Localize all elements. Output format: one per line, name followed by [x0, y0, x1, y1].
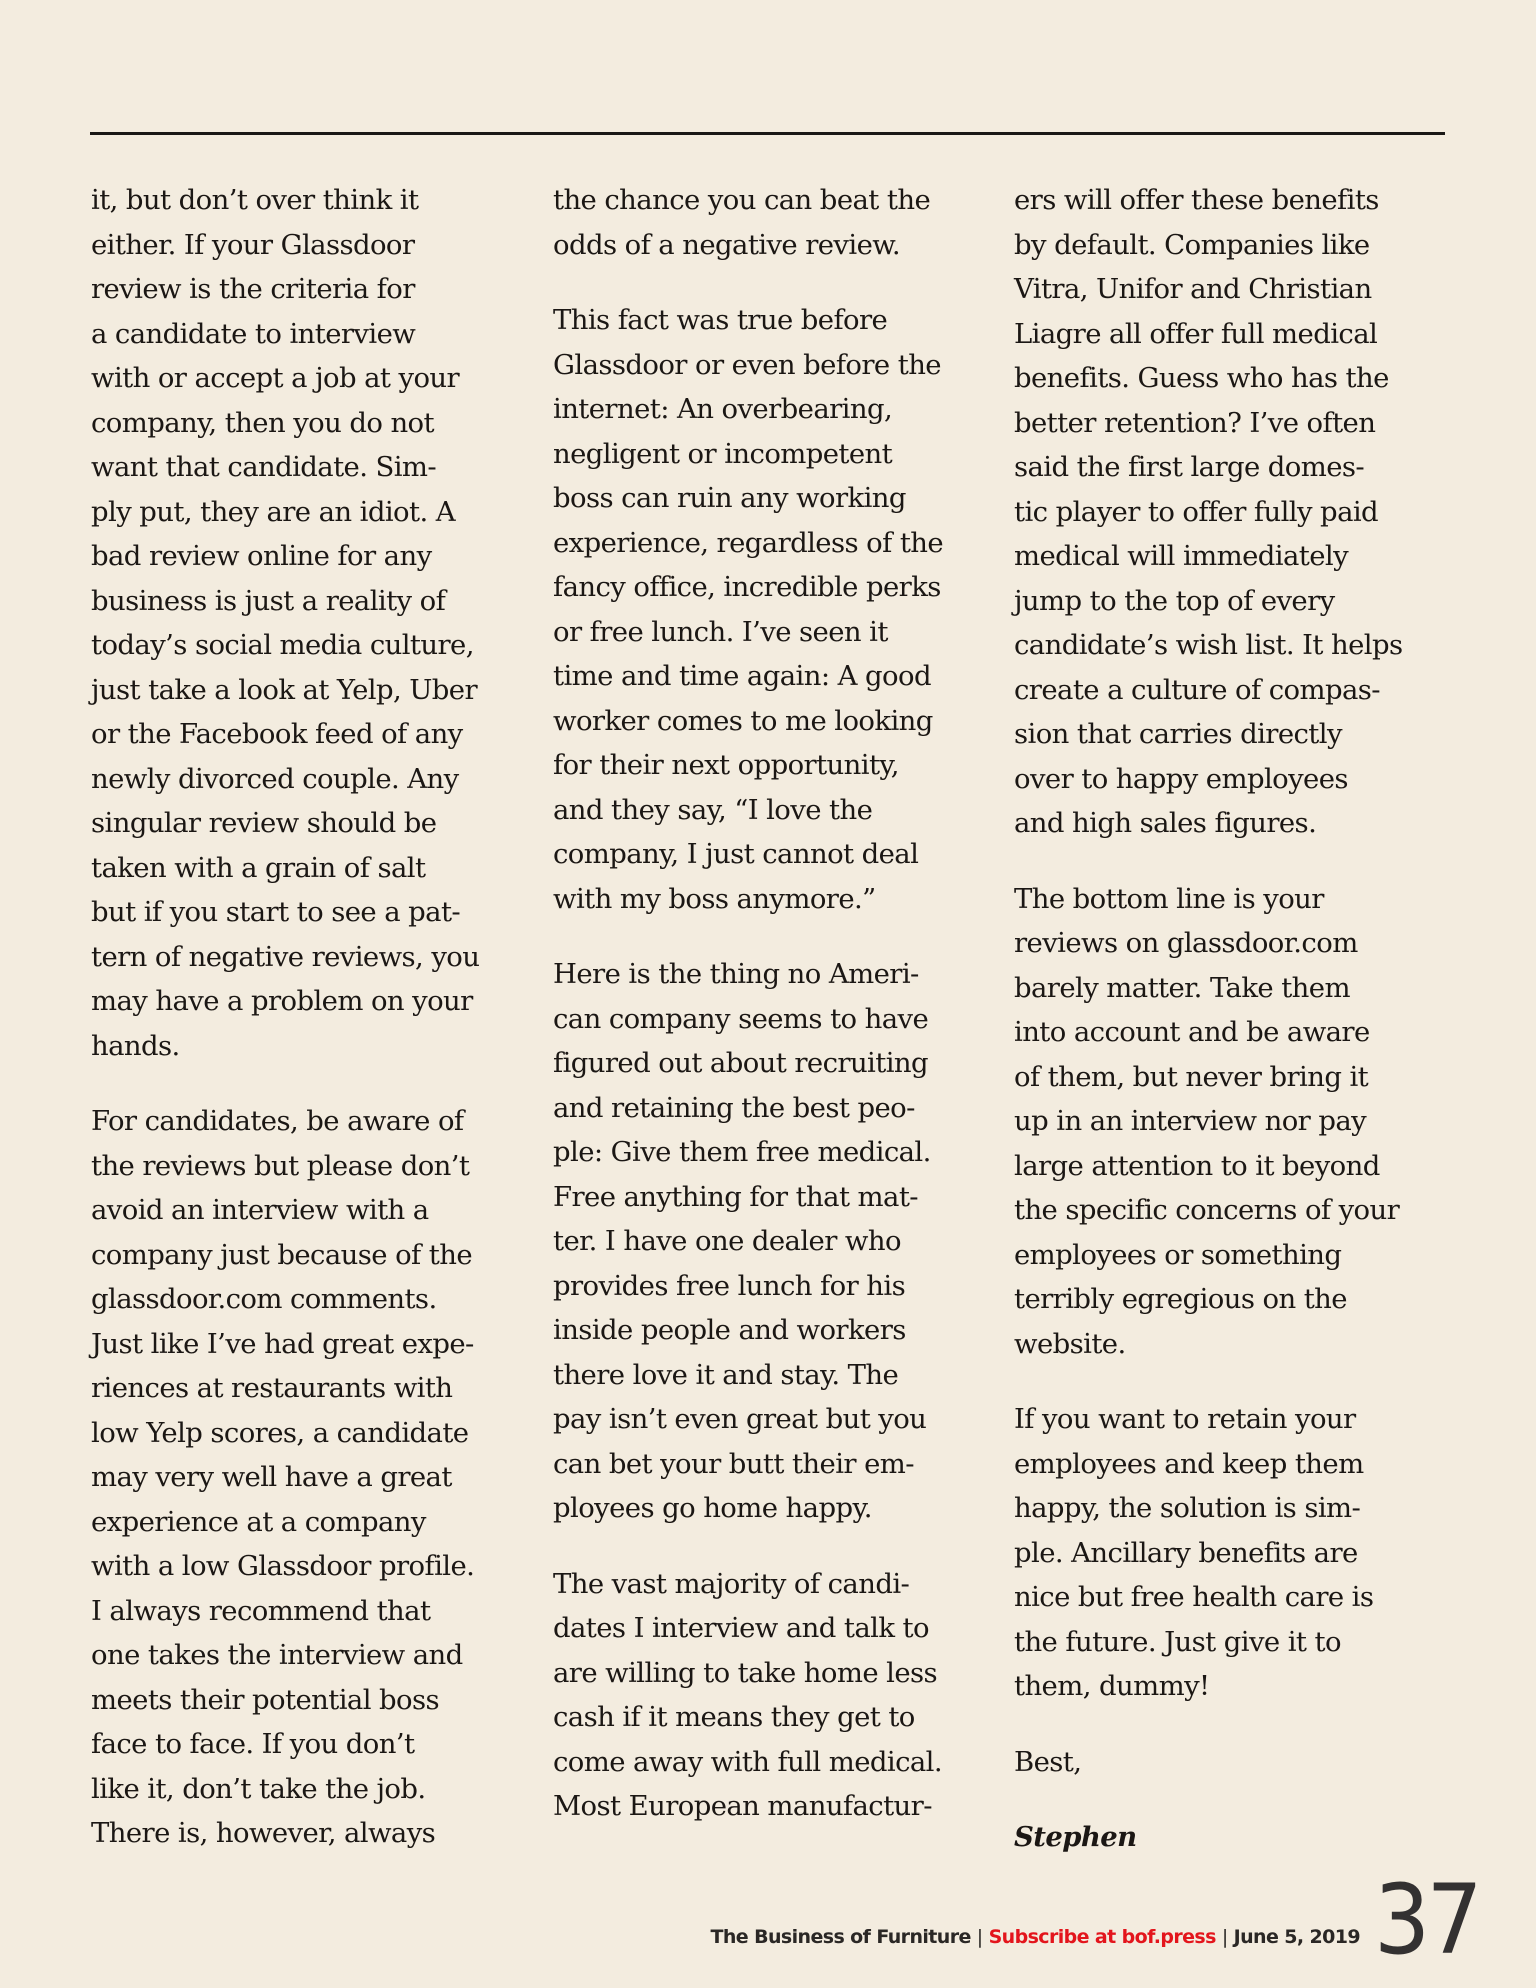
text-line: over to happy employees [1014, 762, 1348, 795]
subscribe-link[interactable]: Subscribe at bof.press [988, 1926, 1216, 1948]
text-line: better retention? I’ve often [1014, 406, 1376, 439]
footer-separator: | [976, 1926, 983, 1948]
text-line: employees and keep them [1014, 1447, 1364, 1480]
text-line: There is, however, always [91, 1817, 436, 1849]
text-line: provides free lunch for his [553, 1269, 906, 1302]
article-paragraph [1014, 877, 1454, 1367]
text-line: fancy office, incredible perks [553, 571, 941, 603]
text-line: terribly egregious on the [1014, 1283, 1347, 1315]
article-paragraph [91, 178, 531, 1068]
article-paragraph [553, 298, 993, 921]
text-line: ple: Give them free medical. [553, 1136, 931, 1168]
text-line: odds of a negative review. [553, 228, 901, 261]
text-line: dates I interview and talk to [553, 1612, 929, 1644]
text-line: The vast majority of candi- [553, 1567, 910, 1600]
text-line: company just because of the [91, 1238, 472, 1271]
text-line: with my boss anymore.” [553, 882, 876, 915]
text-line: time and time again: A good [553, 660, 931, 692]
text-line: face to face. If you don’t [91, 1728, 415, 1760]
article-paragraph [1014, 178, 1454, 846]
text-line: tic player to offer fully paid [1014, 495, 1379, 528]
text-line: like it, don’t take the job. [91, 1772, 426, 1805]
text-line: avoid an interview with a [91, 1194, 429, 1226]
article-paragraph [553, 1562, 993, 1829]
text-line: singular review should be [91, 807, 437, 839]
text-line: sion that carries directly [1014, 718, 1342, 750]
text-line: and high sales figures. [1014, 807, 1317, 839]
text-line: Most European manufactur- [553, 1790, 932, 1822]
text-line: barely matter. Take them [1014, 971, 1350, 1004]
text-line: large attention to it beyond [1014, 1149, 1380, 1182]
text-line: ple. Ancillary benefits are [1014, 1536, 1358, 1569]
text-line: by default. Companies like [1014, 228, 1370, 261]
text-line: glassdoor.com comments. [91, 1283, 437, 1315]
text-line: nice but free health care is [1014, 1581, 1374, 1613]
article-column-1 [91, 178, 531, 1887]
text-line: may have a problem on your [91, 985, 473, 1017]
text-line: ers will offer these benefits [1014, 184, 1379, 216]
text-line: today’s social media culture, [91, 629, 474, 661]
text-line: Here is the thing no Ameri- [553, 958, 919, 990]
text-line: website. [1014, 1327, 1126, 1360]
text-line: but if you start to see a pat- [91, 896, 461, 928]
text-line: the future. Just give it to [1014, 1625, 1341, 1658]
text-line: I always recommend that [91, 1594, 431, 1627]
text-line: low Yelp scores, a candidate [91, 1416, 469, 1449]
text-line: If you want to retain your [1014, 1403, 1356, 1435]
issue-date: June 5, 2019 [1233, 1926, 1360, 1948]
text-line: may very well have a great [91, 1461, 452, 1493]
text-line: taken with a grain of salt [91, 851, 426, 884]
footer-separator: | [1221, 1926, 1228, 1948]
text-line: can company seems to have [553, 1002, 929, 1035]
text-line: worker comes to me looking [553, 704, 933, 737]
text-line: newly divorced couple. Any [91, 762, 459, 795]
text-line: jump to the top of every [1014, 584, 1335, 617]
page-footer [711, 1926, 1360, 1948]
text-line: want that candidate. Sim- [91, 451, 437, 483]
article-column-2 [553, 178, 993, 1860]
text-line: For candidates, be aware of [91, 1105, 464, 1137]
text-line: employees or something [1014, 1238, 1342, 1271]
text-line: and they say, “I love the [553, 793, 873, 826]
text-line: there love it and stay. The [553, 1358, 899, 1391]
article-paragraph [1014, 1397, 1454, 1709]
text-line: of them, but never bring it [1014, 1060, 1369, 1093]
text-line: are willing to take home less [553, 1656, 938, 1689]
publication-name: The Business of Furniture [710, 1926, 971, 1948]
article-paragraph [553, 952, 993, 1531]
article-paragraph [91, 1099, 531, 1856]
article-paragraph [1014, 1740, 1454, 1785]
text-line: can bet your butt their em- [553, 1447, 914, 1480]
text-line: just take a look at Yelp, Uber [91, 673, 478, 706]
text-line: them, dummy! [1014, 1670, 1210, 1702]
text-line: medical will immediately [1014, 540, 1349, 572]
text-line: come away with full medical. [553, 1745, 942, 1778]
text-line: it, but don’t over think it [91, 184, 419, 216]
text-line: a candidate to interview [91, 317, 416, 350]
text-line: ter. I have one dealer who [553, 1225, 901, 1257]
text-line: business is just a reality of [91, 584, 446, 617]
text-line: review is the criteria for [91, 273, 415, 305]
text-line: or free lunch. I’ve seen it [553, 615, 888, 648]
text-line: Liagre all offer full medical [1014, 317, 1378, 350]
text-line: inside people and workers [553, 1314, 906, 1346]
article-column-3 [1014, 178, 1454, 1891]
text-line: bad review online for any [91, 540, 432, 572]
text-line: hands. [91, 1029, 180, 1062]
text-line: negligent or incompetent [553, 437, 893, 470]
text-line: experience, regardless of the [553, 526, 944, 559]
text-line: riences at restaurants with [91, 1372, 453, 1404]
text-line: and retaining the best peo- [553, 1091, 915, 1124]
author-signature [1014, 1815, 1454, 1860]
text-line: or the Facebook feed of any [91, 718, 463, 750]
text-line: company, I just cannot deal [553, 838, 919, 870]
text-line: candidate’s wish list. It helps [1014, 629, 1403, 661]
text-line: Just like I’ve had great expe- [91, 1327, 474, 1360]
text-line: This fact was true before [553, 304, 888, 336]
text-line: one takes the interview and [91, 1639, 463, 1671]
text-line: cash if it means they get to [553, 1701, 915, 1733]
text-line: with a low Glassdoor profile. [91, 1550, 475, 1582]
text-line: ply put, they are an idiot. A [91, 495, 455, 528]
text-line: reviews on glassdoor.com [1014, 927, 1358, 959]
text-line: The bottom line is your [1014, 882, 1324, 915]
text-line: pay isn’t even great but you [553, 1403, 927, 1435]
text-line: ployees go home happy. [553, 1492, 872, 1524]
text-line: either. If your Glassdoor [91, 228, 415, 261]
text-line: company, then you do not [91, 406, 434, 439]
header-rule [90, 132, 1445, 135]
article-paragraph [553, 178, 993, 267]
page-number: 37 [1374, 1864, 1480, 1976]
text-line: figured out about recruiting [553, 1047, 929, 1079]
text-line: benefits. Guess who has the [1014, 362, 1389, 394]
text-line: experience at a company [91, 1505, 426, 1538]
text-line: tern of negative reviews, you [91, 940, 480, 973]
text-line: said the first large domes- [1014, 451, 1365, 483]
text-line: for their next opportunity, [553, 749, 899, 781]
text-line: the specific concerns of your [1014, 1194, 1400, 1226]
text-line: the reviews but please don’t [91, 1149, 470, 1182]
text-line: Vitra, Unifor and Christian [1014, 273, 1372, 305]
text-line: into account and be aware [1014, 1016, 1370, 1048]
text-line: up in an interview nor pay [1014, 1105, 1367, 1137]
text-line: Glassdoor or even before the [553, 348, 941, 381]
text-line: the chance you can beat the [553, 184, 931, 216]
text-line: Free anything for that mat- [553, 1180, 918, 1213]
text-line: happy, the solution is sim- [1014, 1492, 1361, 1524]
text-line: meets their potential boss [91, 1683, 440, 1716]
text-line: internet: An overbearing, [553, 393, 893, 425]
text-line: create a culture of compas- [1014, 673, 1380, 706]
text-line: Best, [1014, 1745, 1082, 1778]
text-line: with or accept a job at your [91, 362, 460, 394]
text-line: Stephen [1014, 1821, 1137, 1853]
text-line: boss can ruin any working [553, 482, 906, 514]
